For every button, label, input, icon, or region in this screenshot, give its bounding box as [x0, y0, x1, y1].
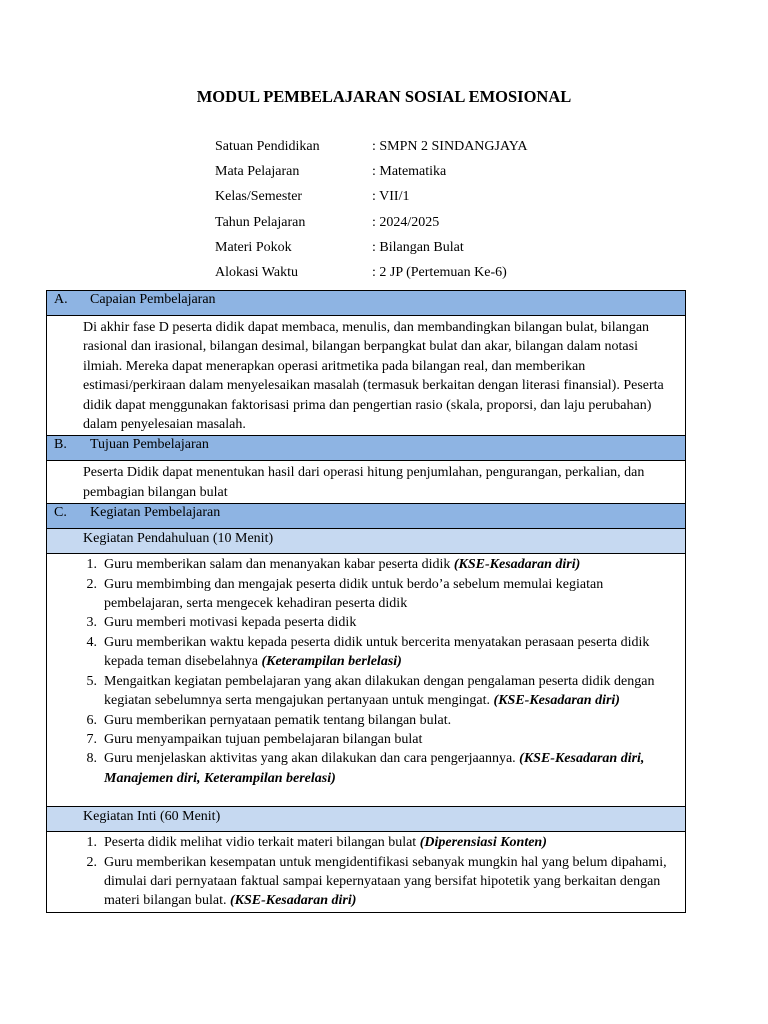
section-a-header [47, 291, 686, 316]
tujuan-text: Peserta Didik dapat menentukan hasil dari operasi hitung penjumlahan, pengurangan, perkalian, dan pembagian bilangan bulat [83, 465, 645, 500]
section-a-body [47, 316, 686, 436]
step-number: 2. [86, 576, 97, 592]
list-item [47, 711, 677, 730]
step-text: Guru membimbing dan mengajak peserta didik untuk berdo’a sebelum memulai kegiatan pembelajaran, serta mengecek kehadiran peserta didik [104, 576, 604, 612]
lesson-table [46, 290, 686, 913]
info-row [215, 264, 527, 289]
list-item [47, 555, 677, 574]
list-item [47, 672, 677, 711]
step-text: Guru memberi motivasi kepada peserta didik [104, 615, 357, 631]
section-letter: A. [54, 292, 68, 307]
info-value: : Matematika [372, 164, 447, 180]
step-number: 1. [86, 557, 97, 573]
pendahuluan-header [47, 529, 686, 554]
info-row [215, 214, 527, 239]
step-number: 4. [86, 634, 97, 650]
info-key: Tahun Pelajaran [215, 214, 306, 230]
step-text: Mengaitkan kegiatan pembelajaran yang akan dilakukan dengan pengalaman peserta didik dengan kegiatan sebelumnya serta mengajukan pertanyaan untuk mengingat. (KSE-Kesadaran diri) [104, 673, 655, 709]
info-value: : 2024/2025 [372, 214, 440, 230]
info-value: : Bilangan Bulat [372, 239, 464, 255]
document-title: MODUL PEMBELAJARAN SOSIAL EMOSIONAL [196, 87, 572, 106]
identity-block [215, 138, 527, 289]
info-key: Satuan Pendidikan [215, 139, 320, 154]
info-key: Mata Pelajaran [215, 164, 300, 180]
section-letter: B. [54, 437, 67, 453]
inti-steps [47, 833, 685, 911]
section-title: Kegiatan Pembelajaran [90, 505, 221, 521]
list-item [47, 633, 677, 672]
step-text: Peserta didik melihat vidio terkait materi bilangan bulat (Diperensiasi Konten) [104, 835, 547, 851]
info-key: Materi Pokok [215, 239, 292, 255]
step-text: Guru memberikan waktu kepada peserta didik untuk bercerita menyatakan perasaan peserta didik kepada teman disebelahnya (Keterampilan berlelasi) [104, 634, 650, 670]
section-letter: C. [54, 505, 67, 521]
pendahuluan-body [47, 554, 686, 807]
step-text: Guru menjelaskan aktivitas yang akan dilakukan dan cara pengerjaannya. (KSE-Kesadaran diri, Manajemen diri, Keterampilan berelasi) [104, 751, 645, 786]
step-number: 5. [86, 673, 97, 689]
info-value: : SMPN 2 SINDANGJAYA [372, 139, 528, 154]
section-title: Capaian Pembelajaran [90, 292, 216, 307]
step-number: 7. [86, 731, 97, 747]
section-b-body [47, 461, 686, 504]
list-item [47, 853, 677, 911]
pendahuluan-steps [47, 555, 685, 788]
step-number: 3. [86, 615, 97, 631]
step-text: Guru memberikan kesempatan untuk mengidentifikasi sebanyak mungkin hal yang belum dipahami, dimulai dari pernyataan faktual sampai kepernyataan yang bersifat hipotetik yang berkaitan dengan materi bilangan bulat. (KSE-Kesadaran diri) [104, 854, 667, 909]
inti-header [47, 807, 686, 832]
step-text: Guru memberikan pernyataan pematik tentang bilangan bulat. [104, 712, 452, 728]
info-row [215, 138, 527, 163]
section-b-header [47, 436, 686, 461]
subsection-title: Kegiatan Pendahuluan (10 Menit) [83, 531, 274, 547]
section-title: Tujuan Pembelajaran [90, 437, 209, 453]
list-item [47, 575, 677, 614]
section-c-header [47, 504, 686, 529]
step-number: 8. [86, 751, 97, 767]
info-row [215, 239, 527, 264]
inti-body [47, 832, 686, 913]
info-row [215, 188, 527, 213]
info-row [215, 163, 527, 188]
step-number: 2. [86, 854, 97, 870]
info-key: Alokasi Waktu [215, 264, 298, 280]
step-number: 6. [86, 712, 97, 728]
list-item [47, 730, 677, 749]
list-item [47, 749, 677, 788]
list-item [47, 833, 677, 852]
info-key: Kelas/Semester [215, 189, 303, 205]
step-number: 1. [86, 835, 97, 851]
subsection-title: Kegiatan Inti (60 Menit) [83, 809, 221, 825]
capaian-text: Di akhir fase D peserta didik dapat membaca, menulis, dan membandingkan bilangan bulat, bilangan rasional dan irasional, bilangan desimal, bilangan berpangkat bulat dan akar, bilangan dalam notasi ilmiah. Mereka dapat menerapkan operasi aritmetika pada bilangan real, dan memberikan estimasi/perkiraan dalam menyelesaikan masalah (termasuk berkaitan dengan literasi finansial). Peserta didik dapat menggunakan faktorisasi prima dan pengertian rasio (skala, proporsi, dan laju perubahan) dalam penyelesaian masalah. [83, 320, 664, 433]
info-value: : VII/1 [372, 189, 410, 205]
info-value: : 2 JP (Pertemuan Ke-6) [372, 264, 507, 280]
step-text: Guru memberikan salam dan menanyakan kabar peserta didik (KSE-Kesadaran diri) [104, 557, 581, 573]
list-item [47, 613, 677, 632]
step-text: Guru menyampaikan tujuan pembelajaran bilangan bulat [104, 731, 423, 747]
